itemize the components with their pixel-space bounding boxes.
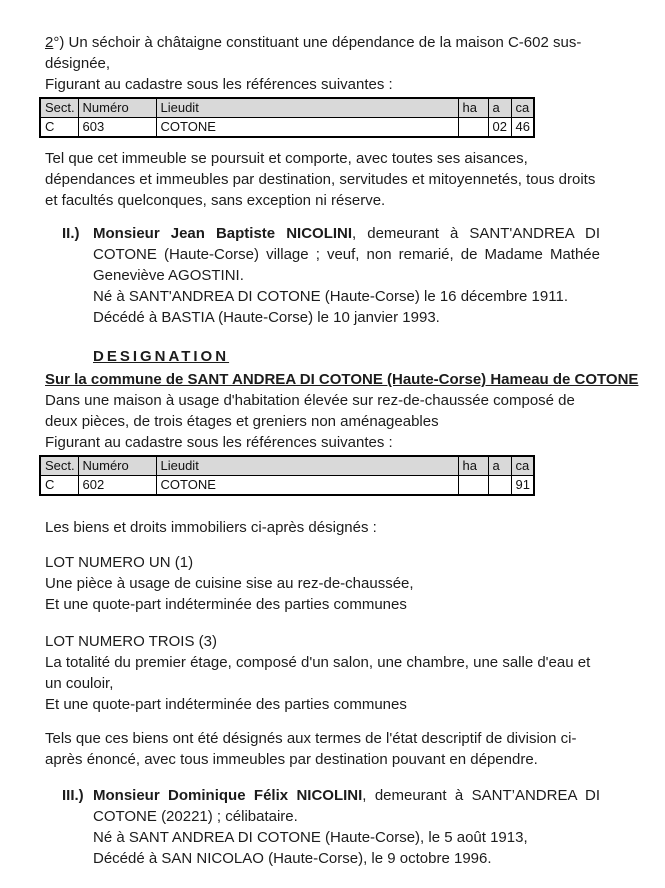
tels-que-paragraph: Tels que ces biens ont été désignés aux termes de l'état descriptif de division ci-après énoncé, avec tous immeubles par destination pouvant en dépendre. [45,730,577,768]
party-iii-details: , demeurant à SANT’ANDREA DI COTONE (20221) ; célibataire. [93,787,600,825]
party-iii-number: III.) [62,787,84,804]
table1-header-ca: ca [511,98,534,118]
table2-data-row [40,476,534,496]
party-iii-name: Monsieur Dominique Félix NICOLINI [93,787,363,804]
cadastre-table-1 [39,97,535,138]
table1-header-lieudit: Lieudit [156,98,458,118]
lot-un-title: LOT NUMERO UN (1) [45,554,194,571]
commune-line: Sur la commune de SANT ANDREA DI COTONE (Haute-Corse) Hameau de COTONE [45,371,639,388]
table1-cell-ha [458,118,488,138]
lot-un-line1: Une pièce à usage de cuisine sise au rez-de-chaussée, [45,575,414,592]
table2-cell-ha [458,476,488,496]
table1-cell-lieudit: COTONE [156,118,458,138]
table1-cell-numero: 603 [78,118,156,138]
table2-header-ca: ca [511,456,534,476]
table1-header-ha: ha [458,98,488,118]
intro-text: °) Un séchoir à châtaigne constituant une dépendance de la maison C-602 sus-désignée, [45,34,582,72]
table1-cell-ca: 46 [511,118,534,138]
lot-trois-line2: Et une quote-part indéterminée des parties communes [45,696,407,713]
party-ii-intro [93,223,600,286]
table2-cell-numero: 602 [78,476,156,496]
lot-un-block [45,552,600,615]
cadastre-intro-1: Figurant au cadastre sous les références suivantes : [45,76,393,93]
lot-trois-line1: La totalité du premier étage, composé d'un salon, une chambre, une salle d'eau et un couloir, [45,654,591,692]
party-ii-died: Décédé à BASTIA (Haute-Corse) le 10 janvier 1993. [93,309,440,326]
biens-line: Les biens et droits immobiliers ci-après désignés : [45,519,377,536]
tel-que-paragraph: Tel que cet immeuble se poursuit et comporte, avec toutes ses aisances, dépendances et immeubles par destination, servitudes et mitoyennetés, tous droits et facultés quelconques, sans exception ni réserve. [45,150,596,209]
table2-header-numero: Numéro [78,456,156,476]
table1-cell-a: 02 [488,118,511,138]
lot-trois-title: LOT NUMERO TROIS (3) [45,633,217,650]
party-ii-number: II.) [62,225,80,242]
lot-trois-block [45,631,600,715]
party-iii-died: Décédé à SAN NICOLAO (Haute-Corse), le 9 octobre 1996. [93,850,492,867]
party-ii-block [62,223,600,328]
cadastre-intro-2: Figurant au cadastre sous les références suivantes : [45,434,393,451]
lot-un-line2: Et une quote-part indéterminée des parties communes [45,596,407,613]
table2-header-ha: ha [458,456,488,476]
table2-header-sect: Sect. [40,456,78,476]
intro-paragraph [45,32,600,74]
table2-header-lieudit: Lieudit [156,456,458,476]
table2-cell-a [488,476,511,496]
designation-heading: DESIGNATION [93,348,230,365]
party-ii-details: , demeurant à SANT'ANDREA DI COTONE (Haute-Corse) village ; veuf, non remarié, de Madame Mathée Geneviève AGOSTINI. [93,225,601,284]
cadastre-table-2 [39,455,535,496]
party-iii-born: Né à SANT ANDREA DI COTONE (Haute-Corse), le 5 août 1913, [93,829,528,846]
table1-header-sect: Sect. [40,98,78,118]
intro-item-number: 2 [45,34,54,51]
table2-cell-lieudit: COTONE [156,476,458,496]
table1-cell-sect: C [40,118,78,138]
table2-cell-ca: 91 [511,476,534,496]
table2-header-row [40,456,534,476]
party-ii-born: Né à SANT'ANDREA DI COTONE (Haute-Corse) le 16 décembre 1911. [93,288,568,305]
table1-data-row [40,118,534,138]
party-ii-name: Monsieur Jean Baptiste NICOLINI [93,225,353,242]
party-iii-intro [93,785,600,827]
maison-description: Dans une maison à usage d'habitation élevée sur rez-de-chaussée composé de deux pièces, de trois étages et greniers non aménageables [45,392,575,430]
table1-header-row [40,98,534,118]
table1-header-a: a [488,98,511,118]
party-iii-block [62,785,600,869]
table2-cell-sect: C [40,476,78,496]
table1-header-numero: Numéro [78,98,156,118]
table2-header-a: a [488,456,511,476]
